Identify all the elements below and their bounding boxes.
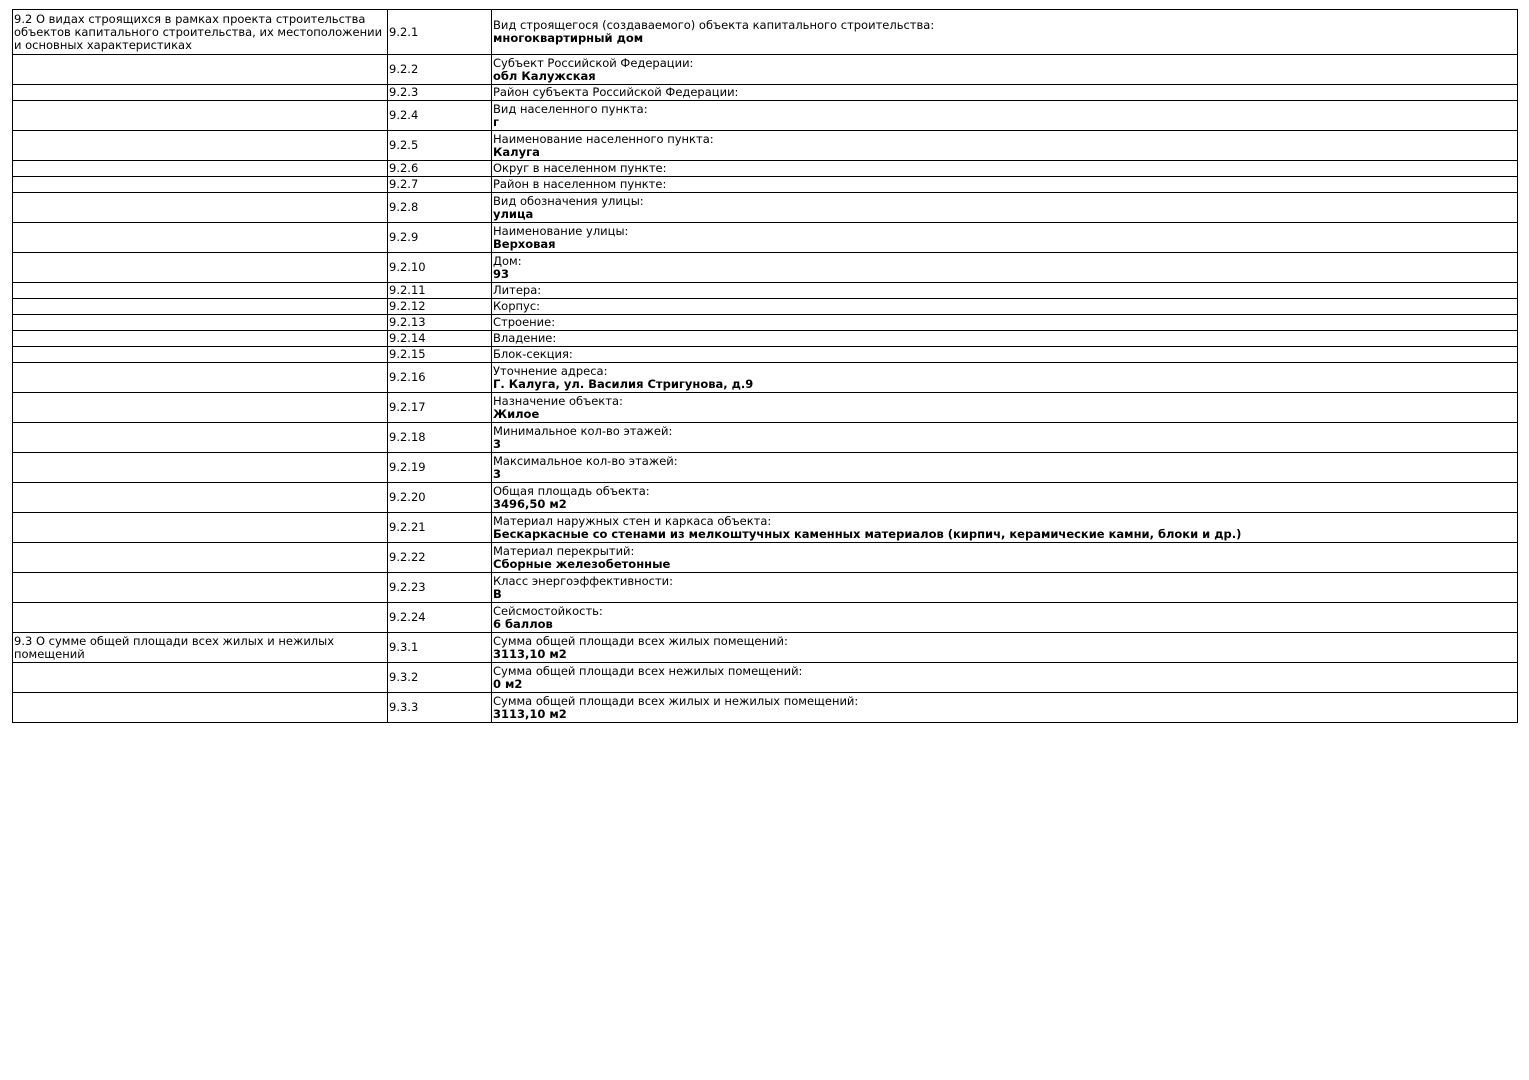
item-code: 9.2.6 (388, 161, 492, 177)
table-row (13, 693, 1518, 723)
table-row (13, 177, 1518, 193)
section-title (13, 101, 388, 131)
field-value: 6 баллов (493, 616, 553, 631)
field-label: Сумма общей площади всех жилых и нежилых помещений: (493, 693, 859, 708)
table-row (13, 573, 1518, 603)
field-value: 3496,50 м2 (493, 496, 567, 511)
section-title: 9.3 О сумме общей площади всех жилых и нежилых помещений (13, 633, 388, 663)
section-title (13, 347, 388, 363)
item-code: 9.2.8 (388, 193, 492, 223)
item-code: 9.2.19 (388, 453, 492, 483)
item-code: 9.2.20 (388, 483, 492, 513)
section-title (13, 513, 388, 543)
item-code: 9.2.2 (388, 55, 492, 85)
item-code: 9.2.14 (388, 331, 492, 347)
field-cell (492, 603, 1518, 633)
item-code: 9.2.3 (388, 85, 492, 101)
table-row (13, 161, 1518, 177)
section-title: 9.2 О видах строящихся в рамках проекта строительства объектов капитального строительства, их местоположении и основных характеристиках (13, 10, 388, 55)
section-title (13, 423, 388, 453)
item-code: 9.3.1 (388, 633, 492, 663)
field-label: Блок-секция: (493, 347, 573, 361)
section-title (13, 573, 388, 603)
item-code: 9.2.18 (388, 423, 492, 453)
item-code: 9.2.5 (388, 131, 492, 161)
field-label: Строение: (493, 315, 556, 329)
field-cell (492, 161, 1518, 177)
table-row (13, 483, 1518, 513)
field-label: Вид обозначения улицы: (493, 193, 644, 208)
field-label: Наименование населенного пункта: (493, 131, 714, 146)
field-value: Сборные железобетонные (493, 556, 671, 571)
field-label: Литера: (493, 283, 542, 297)
field-label: Уточнение адреса: (493, 363, 608, 378)
table-row (13, 85, 1518, 101)
field-cell (492, 363, 1518, 393)
field-label: Район в населенном пункте: (493, 177, 667, 191)
table-row (13, 223, 1518, 253)
section-title (13, 331, 388, 347)
field-cell (492, 513, 1518, 543)
field-value: Верховая (493, 236, 556, 251)
field-value: улица (493, 206, 534, 221)
field-cell (492, 101, 1518, 131)
item-code: 9.2.9 (388, 223, 492, 253)
field-value: Жилое (493, 406, 540, 421)
field-value: обл Калужская (493, 68, 596, 83)
field-label: Назначение объекта: (493, 393, 623, 408)
field-cell (492, 283, 1518, 299)
table-row (13, 299, 1518, 315)
item-code: 9.2.24 (388, 603, 492, 633)
field-cell (492, 331, 1518, 347)
item-code: 9.2.10 (388, 253, 492, 283)
item-code: 9.3.2 (388, 663, 492, 693)
field-label: Район субъекта Российской Федерации: (493, 85, 739, 99)
field-cell (492, 573, 1518, 603)
section-title (13, 55, 388, 85)
field-cell (492, 633, 1518, 663)
field-cell (492, 10, 1518, 55)
table-row (13, 423, 1518, 453)
table-row (13, 253, 1518, 283)
item-code: 9.2.13 (388, 315, 492, 331)
table-row (13, 315, 1518, 331)
field-cell (492, 663, 1518, 693)
item-code: 9.2.23 (388, 573, 492, 603)
section-title (13, 283, 388, 299)
field-cell (492, 393, 1518, 423)
field-label: Дом: (493, 253, 522, 268)
field-label: Владение: (493, 331, 557, 345)
field-label: Субъект Российской Федерации: (493, 55, 694, 70)
field-cell (492, 55, 1518, 85)
section-title (13, 663, 388, 693)
field-cell (492, 315, 1518, 331)
field-value: Г. Калуга, ул. Василия Стригунова, д.9 (493, 376, 754, 391)
table-row (13, 331, 1518, 347)
field-cell (492, 483, 1518, 513)
field-cell (492, 253, 1518, 283)
field-value: Калуга (493, 144, 540, 159)
item-code: 9.2.11 (388, 283, 492, 299)
field-cell (492, 299, 1518, 315)
field-value: 3113,10 м2 (493, 646, 567, 661)
field-cell (492, 193, 1518, 223)
section-title (13, 483, 388, 513)
item-code: 9.2.22 (388, 543, 492, 573)
section-title (13, 693, 388, 723)
item-code: 9.2.16 (388, 363, 492, 393)
field-value: 3113,10 м2 (493, 706, 567, 721)
field-cell (492, 543, 1518, 573)
field-label: Наименование улицы: (493, 223, 629, 238)
field-label: Корпус: (493, 299, 541, 313)
section-title (13, 453, 388, 483)
field-label: Сумма общей площади всех жилых помещений: (493, 633, 788, 648)
field-cell (492, 131, 1518, 161)
item-code: 9.2.15 (388, 347, 492, 363)
table-row (13, 283, 1518, 299)
table-row (13, 101, 1518, 131)
table-row (13, 453, 1518, 483)
field-cell (492, 453, 1518, 483)
field-cell (492, 85, 1518, 101)
field-label: Сумма общей площади всех нежилых помещений: (493, 663, 803, 678)
field-label: Вид строящегося (создаваемого) объекта капитального строительства: (493, 18, 935, 32)
section-title (13, 393, 388, 423)
field-label: Вид населенного пункта: (493, 101, 648, 116)
table-row (13, 513, 1518, 543)
field-value: 0 м2 (493, 676, 523, 691)
section-title (13, 253, 388, 283)
table-row (13, 543, 1518, 573)
field-value: 93 (493, 266, 510, 281)
item-code: 9.2.17 (388, 393, 492, 423)
item-code: 9.3.3 (388, 693, 492, 723)
section-title (13, 603, 388, 633)
field-value: Бескаркасные со стенами из мелкоштучных каменных материалов (кирпич, керамические камни, блоки и др.) (493, 526, 1242, 541)
field-label: Сейсмостойкость: (493, 603, 603, 618)
field-cell (492, 423, 1518, 453)
table-row (13, 193, 1518, 223)
table-row (13, 131, 1518, 161)
section-title (13, 177, 388, 193)
section-title (13, 223, 388, 253)
table-row (13, 55, 1518, 85)
field-label: Материал наружных стен и каркаса объекта: (493, 513, 772, 528)
item-code: 9.2.4 (388, 101, 492, 131)
item-code: 9.2.1 (388, 10, 492, 55)
section-title (13, 131, 388, 161)
section-title (13, 161, 388, 177)
section-title (13, 193, 388, 223)
field-cell (492, 693, 1518, 723)
section-title (13, 543, 388, 573)
field-label: Максимальное кол-во этажей: (493, 453, 678, 468)
table-row (13, 393, 1518, 423)
table-row (13, 347, 1518, 363)
field-value: г (493, 114, 500, 129)
field-value: 3 (493, 436, 502, 451)
table-row (13, 603, 1518, 633)
section-title (13, 299, 388, 315)
item-code: 9.2.21 (388, 513, 492, 543)
section-title (13, 85, 388, 101)
field-label: Округ в населенном пункте: (493, 161, 667, 175)
table-row (13, 633, 1518, 663)
field-cell (492, 347, 1518, 363)
document-table (12, 9, 1518, 723)
field-value: 3 (493, 466, 502, 481)
field-value: B (493, 586, 502, 601)
field-value: многоквартирный дом (493, 31, 644, 45)
field-cell (492, 223, 1518, 253)
section-title (13, 315, 388, 331)
field-label: Материал перекрытий: (493, 543, 635, 558)
field-label: Общая площадь объекта: (493, 483, 650, 498)
field-label: Минимальное кол-во этажей: (493, 423, 673, 438)
table-row (13, 663, 1518, 693)
item-code: 9.2.7 (388, 177, 492, 193)
table-row (13, 363, 1518, 393)
field-label: Класс энергоэффективности: (493, 573, 674, 588)
item-code: 9.2.12 (388, 299, 492, 315)
table-row (13, 10, 1518, 55)
section-title (13, 363, 388, 393)
field-cell (492, 177, 1518, 193)
